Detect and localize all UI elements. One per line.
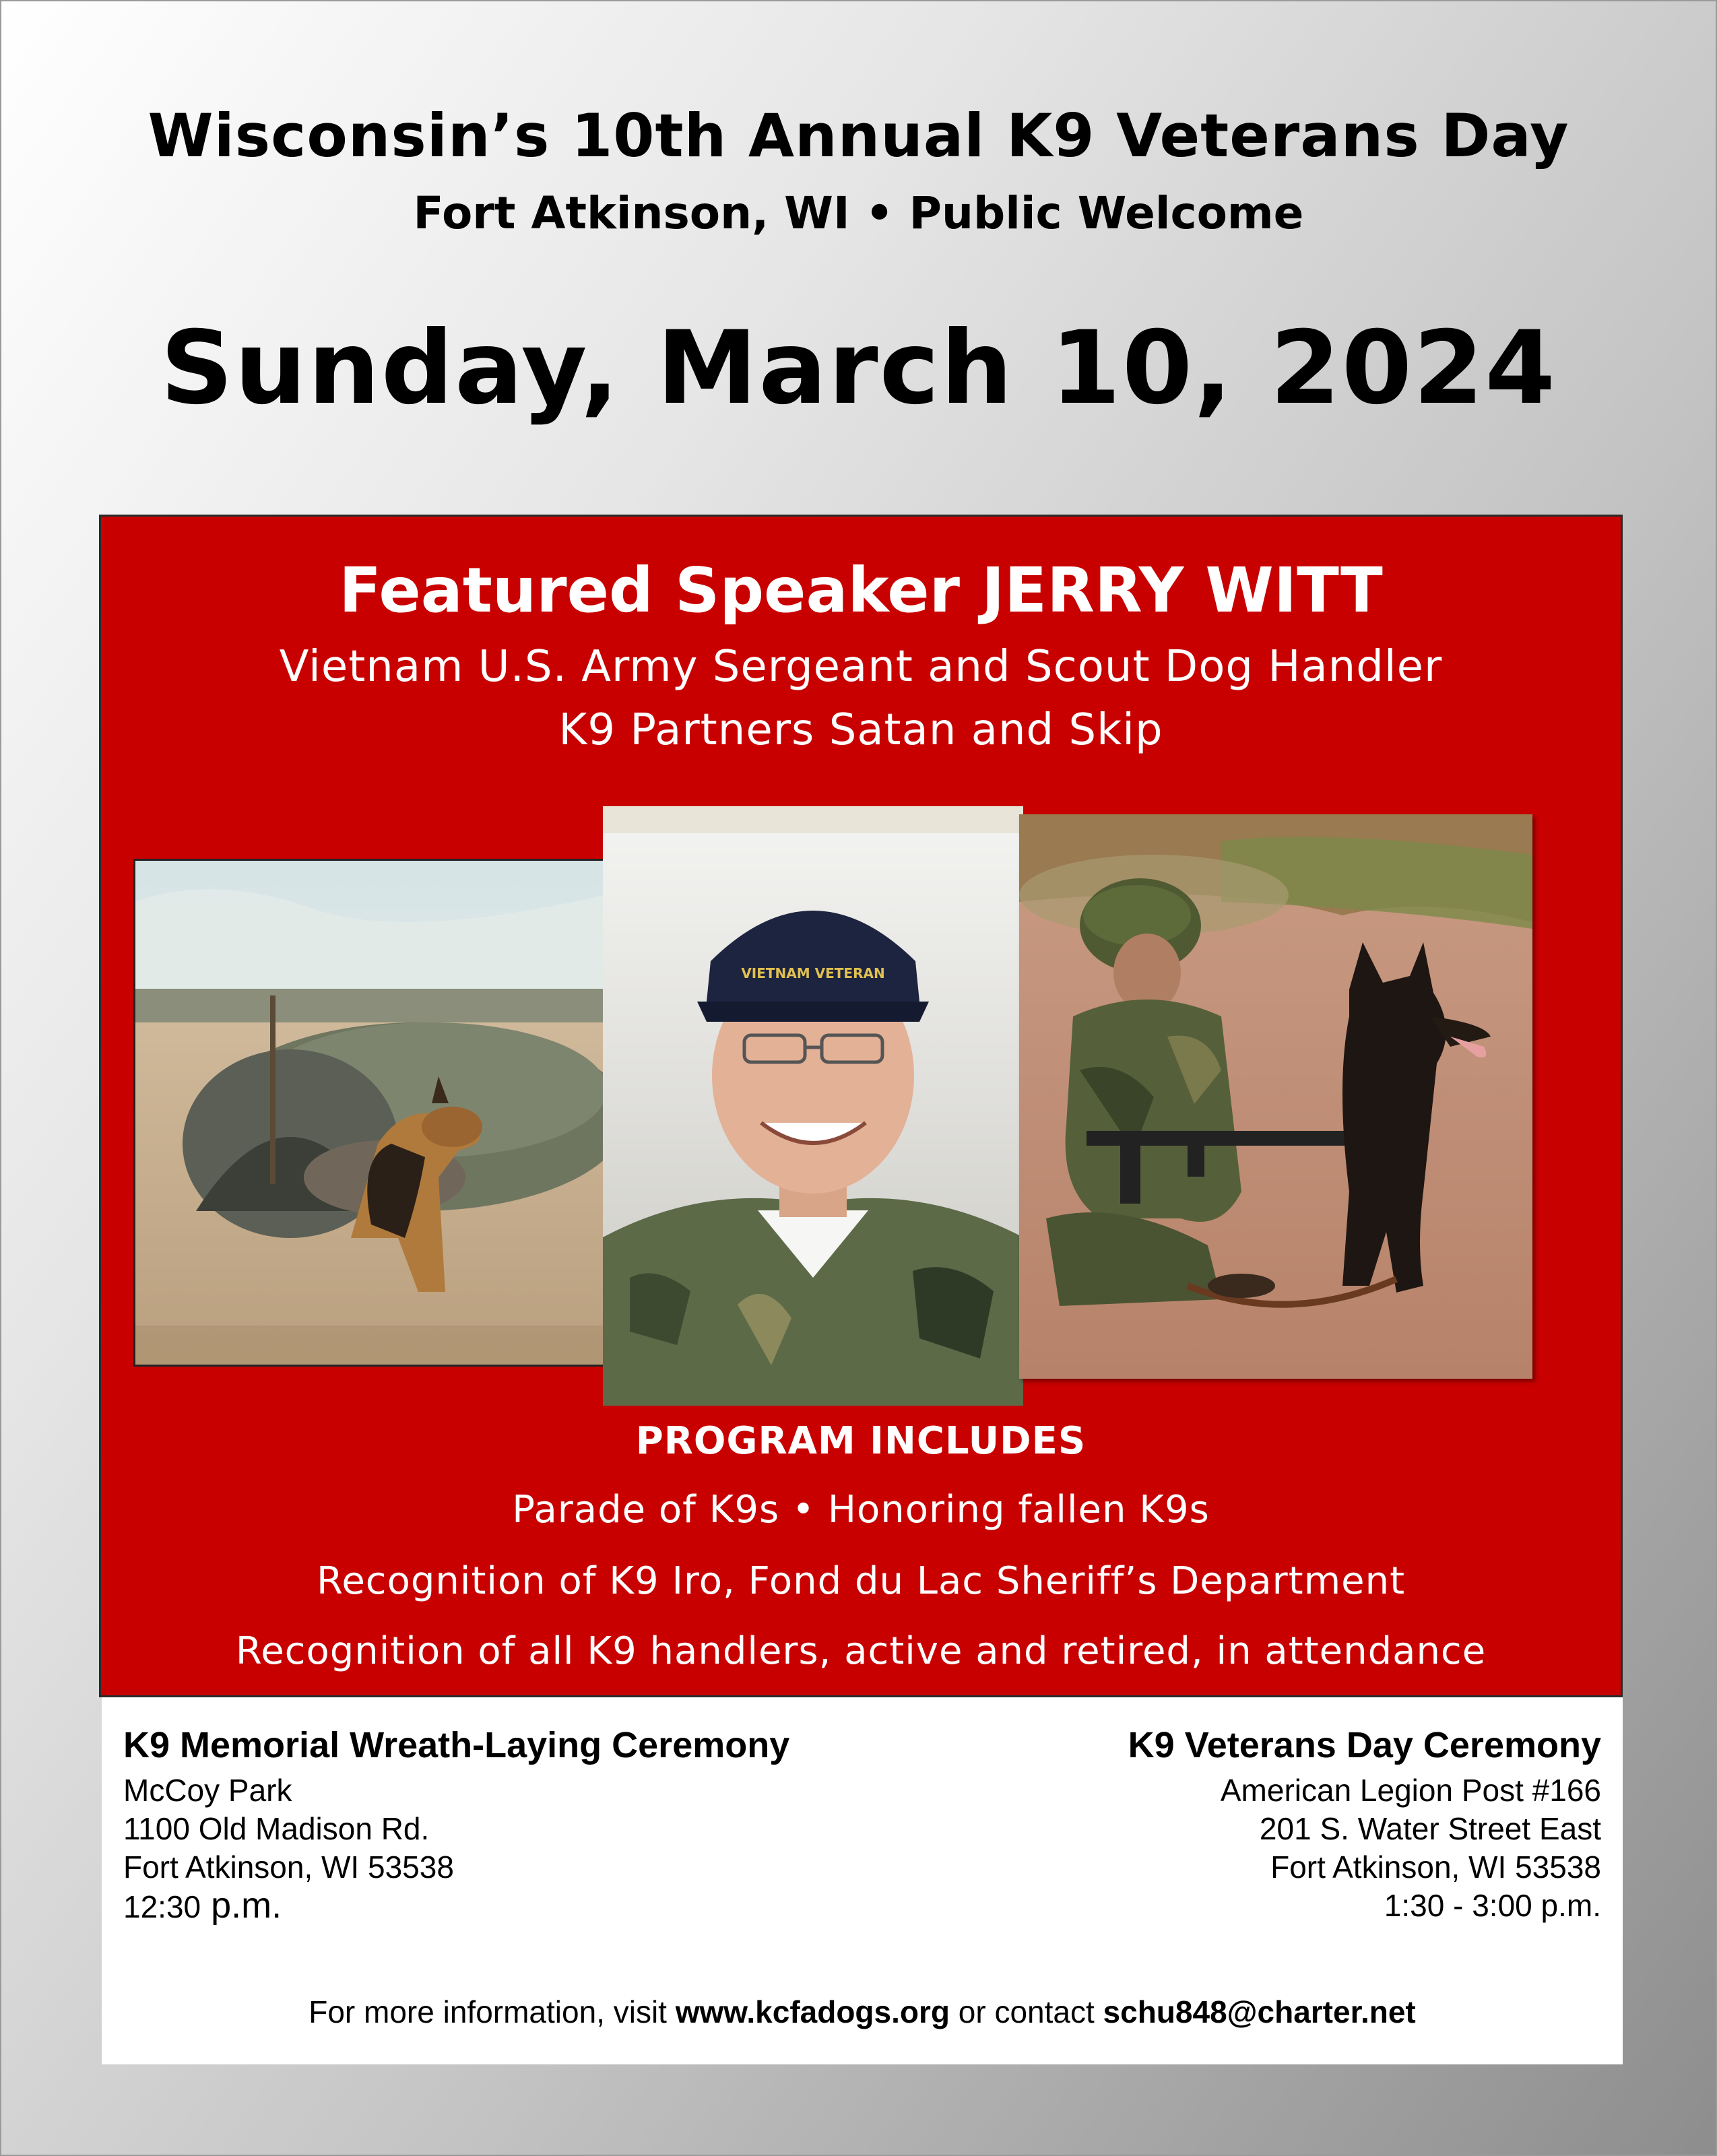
veterans-ceremony-time: 1:30 - 3:00 p.m.: [1384, 1888, 1601, 1923]
footer-prefix: For more information, visit: [309, 1994, 676, 2029]
photo-jerry-witt: [603, 806, 1023, 1406]
event-date: Sunday, March 10, 2024: [160, 310, 1557, 427]
veterans-ceremony-title: K9 Veterans Day Ceremony: [1128, 1725, 1601, 1765]
program-title: PROGRAM INCLUDES: [635, 1419, 1087, 1463]
speaker-k9-partners: K9 Partners Satan and Skip: [558, 705, 1163, 755]
program-item: Recognition of all K9 handlers, active and retired, in attendance: [235, 1629, 1487, 1673]
program-item: Parade of K9s • Honoring fallen K9s: [512, 1488, 1210, 1532]
speaker-heading: Featured Speaker JERRY WITT: [339, 554, 1383, 626]
email-link[interactable]: schu848@charter.net: [1103, 1994, 1416, 2029]
wreath-ceremony-time-hour: 12:30: [123, 1889, 201, 1924]
wreath-ceremony-city: Fort Atkinson, WI 53538: [123, 1850, 454, 1885]
speaker-panel: [99, 515, 1623, 1697]
wreath-ceremony-time-suffix: p.m.: [201, 1885, 282, 1926]
wreath-ceremony-location: McCoy Park: [123, 1773, 292, 1808]
wreath-ceremony-address: 1100 Old Madison Rd.: [123, 1811, 430, 1846]
event-title: Wisconsin’s 10th Annual K9 Veterans Day: [148, 101, 1569, 170]
veterans-ceremony-location: American Legion Post #166: [1220, 1773, 1601, 1808]
event-subtitle: Fort Atkinson, WI • Public Welcome: [413, 187, 1304, 239]
footer-middle: or contact: [949, 1994, 1103, 2029]
photo-shepherd-bunker: [133, 859, 605, 1367]
wreath-ceremony-time: [123, 1887, 789, 1926]
wreath-ceremony-block: [123, 1724, 789, 1926]
speaker-rank: Vietnam U.S. Army Sergeant and Scout Dog Handler: [279, 642, 1443, 692]
hat-text: VIETNAM VETERAN: [741, 965, 885, 981]
program-item: Recognition of K9 Iro, Fond du Lac Sheriff’s Department: [316, 1559, 1406, 1603]
veterans-ceremony-address: 201 S. Water Street East: [1259, 1811, 1601, 1846]
website-link[interactable]: www.kcfadogs.org: [675, 1994, 950, 2029]
wreath-ceremony-title: K9 Memorial Wreath-Laying Ceremony: [123, 1725, 790, 1765]
photo-soldier-black-dog: [1019, 814, 1532, 1379]
details-panel: [102, 1697, 1623, 2064]
contact-footer: [102, 1994, 1623, 2030]
veterans-ceremony-block: [1128, 1724, 1601, 1925]
veterans-ceremony-city: Fort Atkinson, WI 53538: [1270, 1850, 1601, 1885]
